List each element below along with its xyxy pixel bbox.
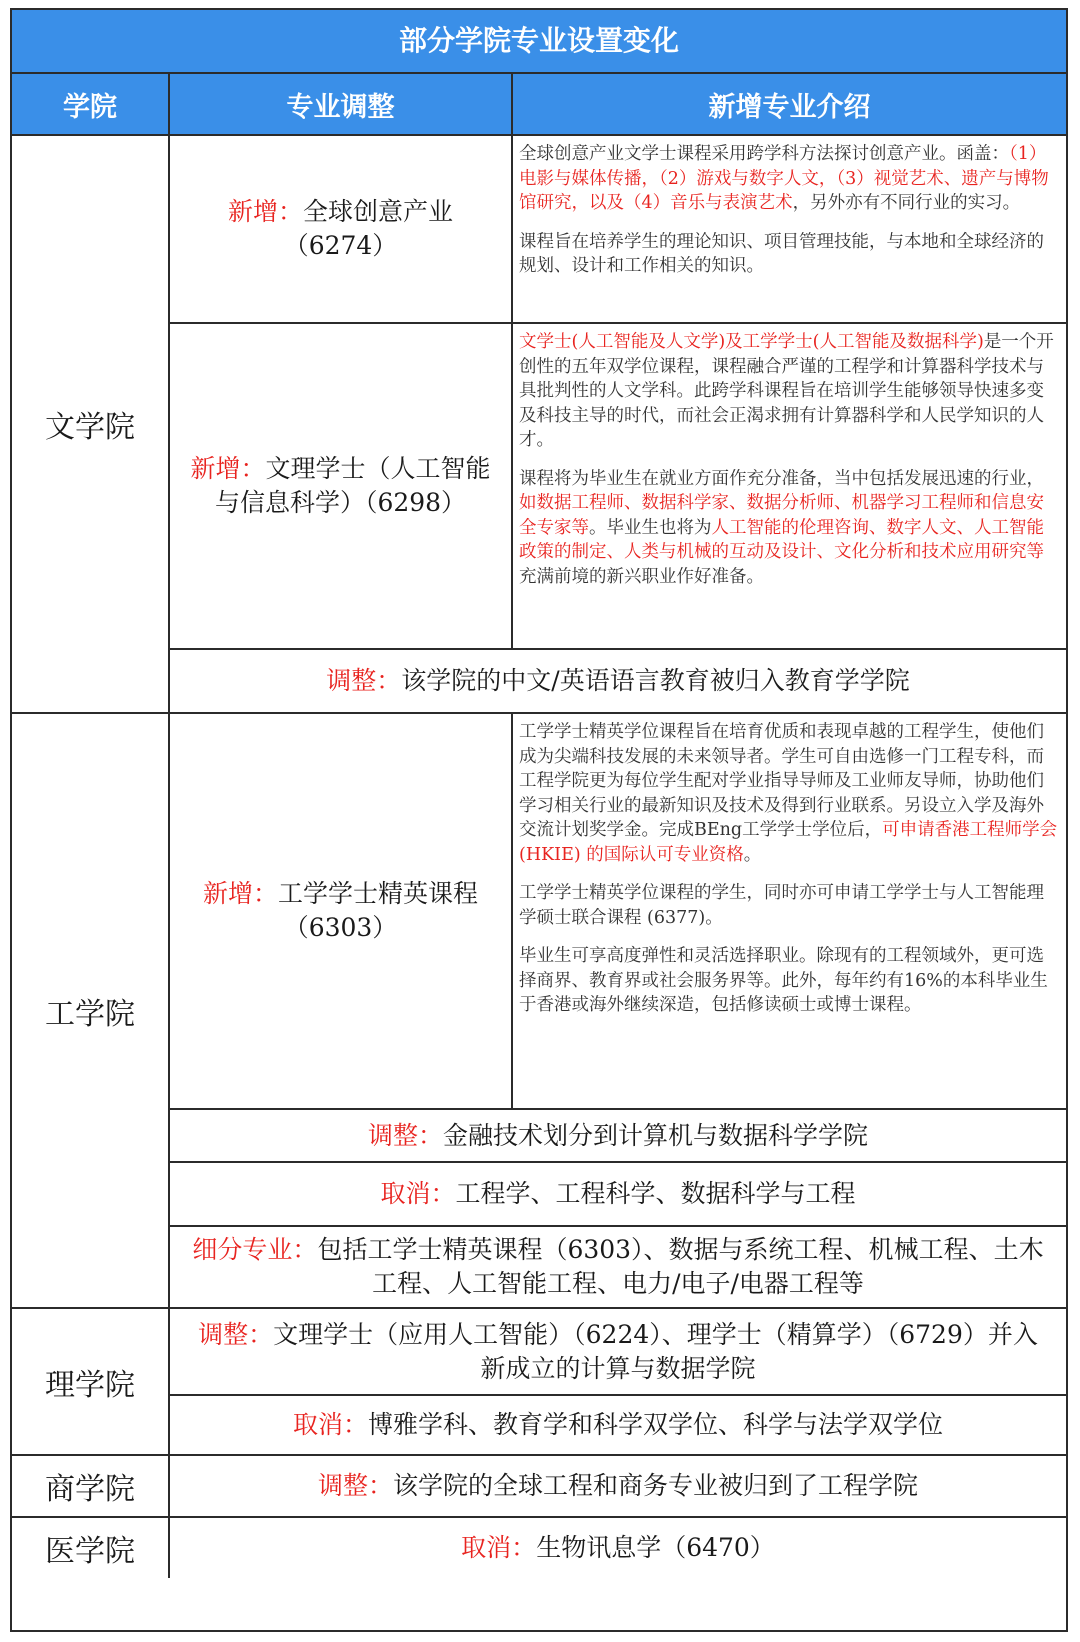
table-row bbox=[170, 136, 1066, 324]
school-name: 理学院 bbox=[12, 1309, 170, 1454]
intro-text: 。毕业生也将为 bbox=[589, 517, 712, 538]
change-text: 该学院的中文/英语语言教育被归入教育学学院 bbox=[401, 666, 910, 695]
intro-highlight: （1）电影与媒体传播，（2）游戏与数字人文，（3）视觉艺术、遗产与博物馆研究，以及（4）音乐与表演艺术 bbox=[519, 144, 1049, 213]
adjust-cell bbox=[170, 1456, 1066, 1516]
school-name: 工学院 bbox=[12, 714, 170, 1307]
change-tag: 新增： bbox=[202, 879, 278, 908]
school-name: 商学院 bbox=[12, 1456, 170, 1516]
section-business bbox=[12, 1456, 1066, 1518]
change-tag: 调整： bbox=[367, 1120, 443, 1150]
intro-text: 全球创意产业文学士课程采用跨学科方法探讨创意产业。函盖： bbox=[519, 144, 1009, 164]
intro-highlight: 如数据工程师、数据科学家、数据分析师、机器学习工程师和信息安全专家等 bbox=[519, 493, 1044, 538]
intro-cell bbox=[513, 714, 1066, 1108]
major-name: 工学学士精英课程 bbox=[278, 879, 479, 908]
header-intro: 新增专业介绍 bbox=[708, 91, 871, 123]
header-row bbox=[12, 74, 1066, 136]
section-science bbox=[12, 1309, 1066, 1456]
major-code: （6303） bbox=[283, 913, 398, 942]
intro-text: 工学学士精英学位课程的学生，同时亦可申请工学学士与人工智能理学硕士联合课程 (6377)。 bbox=[519, 883, 1044, 928]
adjust-cell bbox=[170, 650, 1066, 712]
header-school: 学院 bbox=[12, 74, 170, 134]
change-tag: 新增： bbox=[227, 197, 303, 226]
table-row bbox=[170, 1456, 1066, 1516]
intro-text: 工学学士精英学位课程旨在培育优质和表现卓越的工程学生，使他们成为尖端科技发展的未来领导者。学生可自由选修一门工程专科，而工程学院更为每位学生配对学业指导导师及工业师友导师，协助他们学习相关行业的最新知识及技术及得到行业联系。另设立入学及海外交流计划奖学金。完成BEng工学学士学位后， bbox=[519, 722, 1044, 840]
adjust-cell bbox=[170, 1309, 1066, 1394]
adjust-cell bbox=[170, 1110, 1066, 1161]
change-text: 包括工学士精英课程（6303）、数据与系统工程、机械工程、土木工程、人工智能工程、电力/电子/电器工程等 bbox=[317, 1235, 1044, 1298]
major-name: 文理学士（人工智能与信息科学）（6298） bbox=[214, 454, 491, 517]
section-arts bbox=[12, 136, 1066, 714]
table-row bbox=[170, 650, 1066, 712]
table-row bbox=[170, 324, 1066, 650]
intro-text: 课程将为毕业生在就业方面作充分准备，当中包括发展迅速的行业， bbox=[519, 468, 1044, 489]
change-text: 博雅学科、教育学和科学双学位、科学与法学双学位 bbox=[368, 1410, 944, 1439]
intro-highlight: 可申请香港工程师学会(HKIE) 的国际认可专业资格 bbox=[519, 820, 1058, 865]
school-name: 文学院 bbox=[12, 136, 170, 712]
table-row bbox=[170, 1163, 1066, 1227]
table-row bbox=[170, 1227, 1066, 1307]
intro-text: ，另外亦有不同行业的实习。 bbox=[792, 193, 1021, 213]
section-engineering bbox=[12, 714, 1066, 1309]
table-row bbox=[170, 1110, 1066, 1163]
intro-highlight: 文学士(人工智能及人文学)及工学学士(人工智能及数据科学) bbox=[519, 332, 984, 352]
change-text: 金融技术划分到计算机与数据科学学院 bbox=[443, 1120, 869, 1150]
intro-text: 课程旨在培养学生的理论知识、项目管理技能，与本地和全球经济的规划、设计和工作相关的知识。 bbox=[519, 231, 1044, 276]
change-tag: 取消： bbox=[380, 1179, 456, 1208]
table-row bbox=[170, 1518, 1066, 1578]
table-row bbox=[170, 1309, 1066, 1396]
adjust-cell bbox=[170, 136, 513, 322]
adjust-cell bbox=[170, 1163, 1066, 1225]
table-row bbox=[170, 714, 1066, 1110]
change-tag: 取消： bbox=[461, 1533, 537, 1562]
school-name: 医学院 bbox=[12, 1518, 170, 1578]
adjust-cell bbox=[170, 1518, 1066, 1578]
major-name: 全球创意产业 bbox=[303, 197, 454, 226]
change-tag: 调整： bbox=[317, 1471, 393, 1500]
table-row bbox=[170, 1396, 1066, 1454]
majors-table bbox=[10, 8, 1068, 1632]
change-text: 生物讯息学（6470） bbox=[536, 1533, 775, 1562]
adjust-cell bbox=[170, 324, 513, 648]
intro-cell bbox=[513, 136, 1066, 322]
change-text: 该学院的全球工程和商务专业被归到了工程学院 bbox=[393, 1471, 919, 1500]
change-text: 文理学士（应用人工智能）（6224）、理学士（精算学）（6729）并入新成立的计算与数据学院 bbox=[273, 1319, 1038, 1383]
change-text: 工程学、工程科学、数据科学与工程 bbox=[455, 1179, 856, 1208]
table-title: 部分学院专业设置变化 bbox=[12, 10, 1066, 74]
intro-text: 充满前境的新兴职业作好准备。 bbox=[519, 566, 764, 587]
intro-text: 是一个开创性的五年双学位课程，课程融合严谨的工程学和计算器科学技术与具批判性的人文学科。此跨学科课程旨在培训学生能够领导快速多变及科技主导的时代，而社会正渴求拥有计算器科学和人民学知识的人才。 bbox=[519, 332, 1054, 450]
intro-cell bbox=[513, 324, 1066, 648]
major-code: （6274） bbox=[283, 231, 398, 260]
adjust-cell bbox=[170, 1396, 1066, 1454]
change-tag: 调整： bbox=[198, 1319, 274, 1349]
intro-text: 。 bbox=[743, 844, 762, 865]
section-medicine bbox=[12, 1518, 1066, 1578]
adjust-cell bbox=[170, 1227, 1066, 1307]
intro-text: 毕业生可享高度弹性和灵活选择职业。除现有的工程领域外，更可选择商界、教育界或社会服务界等。此外，每年约有16%的本科毕业生于香港或海外继续深造，包括修读硕士或博士课程。 bbox=[519, 946, 1048, 1015]
header-adjust: 专业调整 bbox=[170, 74, 513, 134]
change-tag: 细分专业： bbox=[192, 1235, 318, 1264]
intro-highlight: 人工智能的伦理咨询、数字人文、人工智能政策的制定、人类与机械的互动及设计、文化分析和技术应用研究等 bbox=[519, 517, 1044, 562]
change-tag: 调整： bbox=[326, 666, 402, 695]
change-tag: 新增： bbox=[190, 454, 266, 483]
change-tag: 取消： bbox=[292, 1410, 368, 1439]
adjust-cell bbox=[170, 714, 513, 1108]
